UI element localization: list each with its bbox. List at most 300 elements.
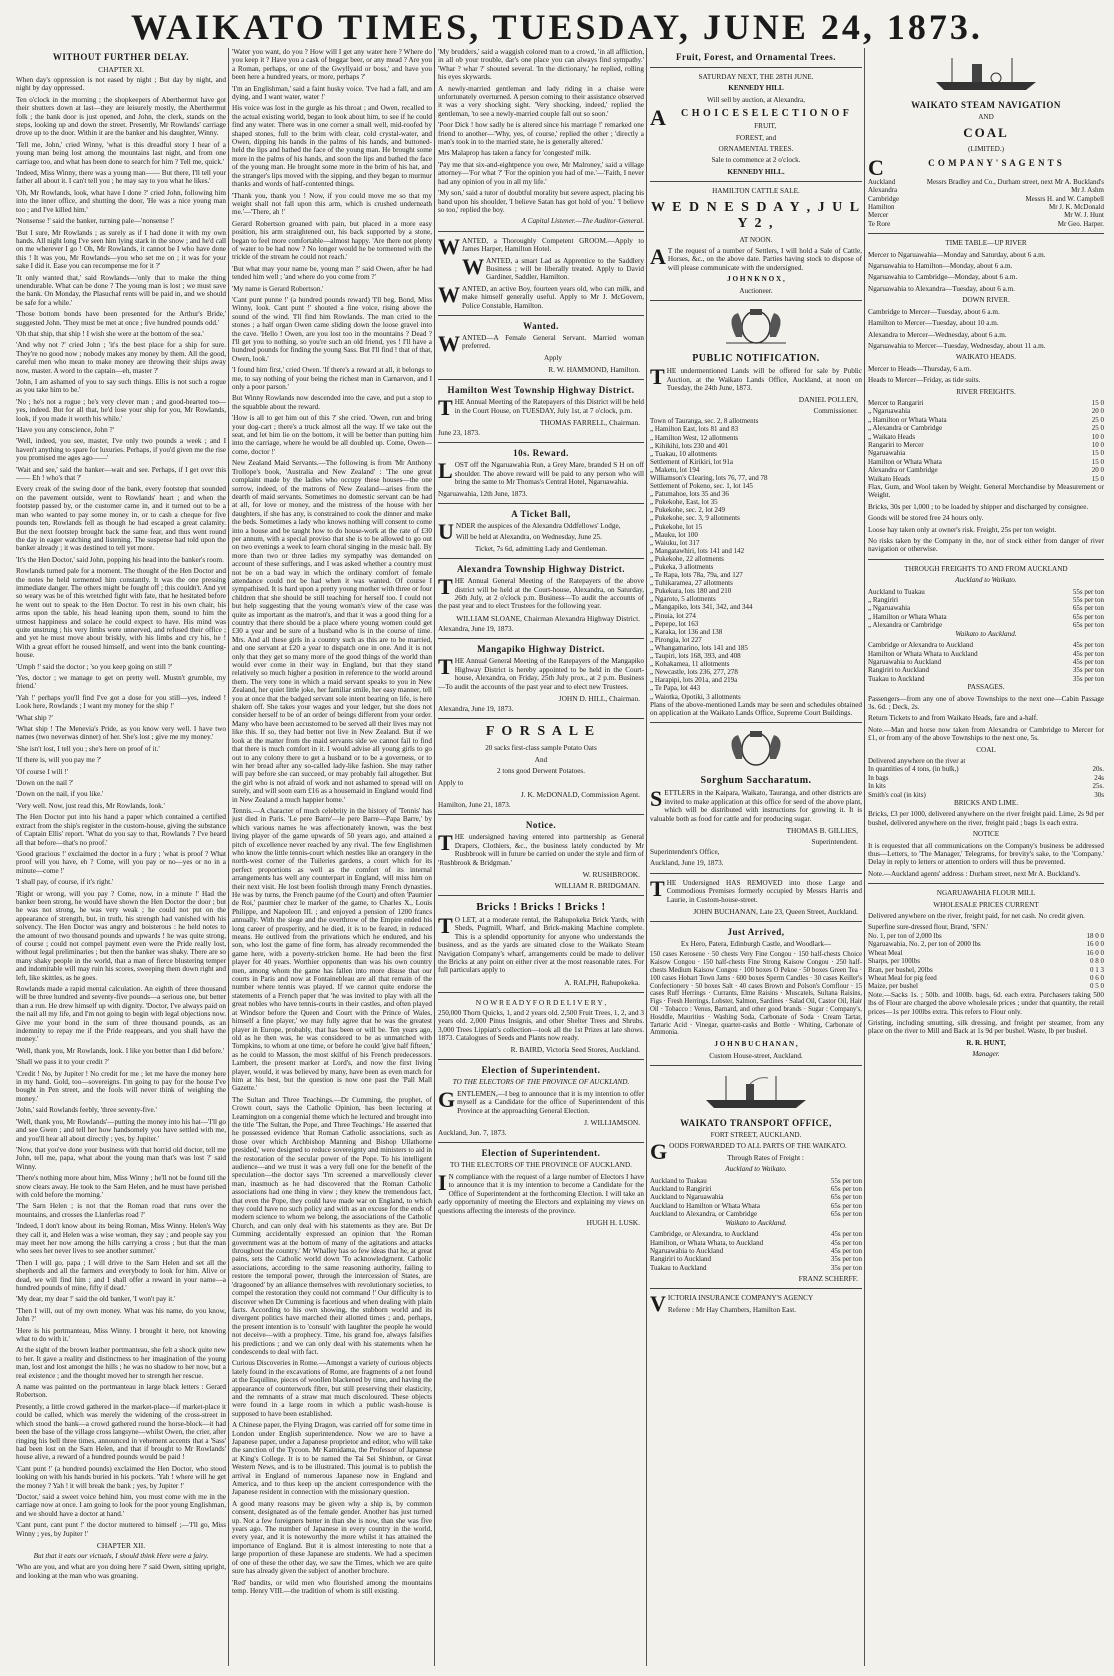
story-paragraph: 'Wait and see,' said the banker—wait and see. Perhaps, if I get over this—— Eh ! who's that ?' xyxy=(16,465,226,483)
down-river-row: Ngaruawahia to Mercer—Tuesday, Wednesday, about 11 a.m. xyxy=(868,341,1046,350)
story-paragraph: Ten o'clock in the morning ; the shopkeepers of Aberthermut have got their shutters down at last—they are leisurely mostly, the Aberthermut folk ; the bank door is just opened, and John, the clerk, stands on the steps, looking up and down the street. Presently, Mr Rowlands' carriage drove up to the door. Within it are the banker and his daughter, Winny. xyxy=(16,95,226,138)
for-sale-item: And xyxy=(534,755,548,764)
for-sale-items xyxy=(438,744,644,775)
story-paragraph: 'Right or wrong, will you pay ? Come, now, in a minute !' Had the banker been strong, he would have shown the Hen Doctor the door ; but he was not strong, he was very weak ; he could not put on the appearance of strength, but, in truth, his strength had vanished with his solvency. The Hen Doctor was angry and boisterous : he held notes to the amount of two thousand pounds and upwards ! he was quite strong, of course ; could not compel payment even were the Pride really lost, without legal preliminaries ; but then the banker was shaky. There are so many shaky people in the world, that a man of fierce blustering temper and indomitable will may ruin his scores, sweeping them down right and left, like skittles, as he goes. xyxy=(16,889,226,982)
story-paragraph: 'Well, indeed, you see, master, I've only two pounds a week ; and I haven't anything to spare for luxuries. Perhaps, if you'd given me the rise you promised me ages ago——' xyxy=(16,437,226,463)
land-lot: „ Te Papa, lot 443 xyxy=(650,684,701,693)
story-paragraph: 'Oh that ship, that ship ! I wish she were at the bottom of the sea.' xyxy=(16,329,204,338)
up-river-row: Ngaruawahia to Alexandra—Tuesday, about 6 a.m. xyxy=(868,284,1015,293)
flour-row: Ngaruawahia, No. 2, per ton of 2000 lbs 16 0 0 xyxy=(868,940,1104,949)
steam-and: AND xyxy=(978,113,994,121)
freight-row: Rangariri to Mercer 10 0 xyxy=(868,440,1104,449)
wanted-ads xyxy=(438,233,644,310)
public-notification-role: Commissioner. xyxy=(813,406,858,416)
joke-paragraph: A newly-married gentleman and lady riding in a chaise were unfortunately overturned. A person coming to their assistance observed it was a very shocking sight. 'Very shocking, indeed,' replied the gentleman, 'to see a newly-married couple fall out so soon.' xyxy=(438,84,644,118)
through-row: Ngaruawahia to Auckland 45s per ton xyxy=(868,657,1104,666)
story-paragraph: 'The Sarn Helen ; is not that the Roman road that runs over the mountains, and crosses the Llanferlas road ?' xyxy=(16,1202,226,1219)
ticket-ball-heading: A Ticket Ball, xyxy=(511,509,571,520)
election-1-heading: Election of Superintendent. xyxy=(481,1065,601,1076)
coal-heading: COAL xyxy=(976,745,996,754)
notice-text: HE undersigned having entered into partnership as General Drapers, Clothiers, &c., the business lately conducted by Mr Rushbrook will in future be carried on under the style and firm of 'Rushbrook & Bridgman.' xyxy=(438,833,644,867)
article-paragraph: Curious Discoveries in Rome.—Amongst a variety of curious objects lately found in the excavations of Rome, are fragments of a net found at the Esquiline, pieces of woollen blackened by time, and having the appearance of counterwork fibre, but still preserving their elasticity, and the remnants of a straw mat much discoloured. These objects were found in a large room in which a public wash-house is supposed to have been established. xyxy=(232,1359,432,1418)
freight-note: No risks taken by the Company in the, nor of stock either from danger of river navigation or otherwise. xyxy=(868,537,1104,554)
flour-row: Wheat Meal for pig feed 0 6 0 xyxy=(868,973,1104,982)
story-paragraph: 'There's nothing more about him, Miss Winny ; he'll not be found till the snow clears away. He took to the Sarn Helen, and he must have perished with cold before the morning.' xyxy=(16,1174,226,1199)
waikato-heads-rows xyxy=(868,365,1104,385)
article-paragraph: 'Thank you, thank you ! Now, if you could move me so that my weight shall not fall upon this arm, which is crushed underneath me.'—'There, ah !' xyxy=(232,191,432,217)
flour-mill-heading: NGARUAWAHIA FLOUR MILL xyxy=(936,889,1036,898)
notice-signature-2: WILLIAM R. BRIDGMAN. xyxy=(554,880,640,890)
transport-table-1 xyxy=(650,1177,862,1219)
wanted-text: ANTED—A Female General Servant. Married woman preferred. xyxy=(462,333,644,351)
flour-mill-delivered: Delivered anywhere on the river, freight paid, for net cash. No credit given. xyxy=(868,912,1085,921)
wanted-ad: WANTED, a smart Lad as Apprentice to the Saddlery Business ; will be liberally treated. Apply to David Gardiner, Saddler, Hamilton. xyxy=(462,253,644,282)
chapter-verse: But that it eats our victuals, I should think Here were a fairy. xyxy=(33,1551,209,1560)
just-arrived-heading: Just Arrived, xyxy=(727,927,785,938)
now-ready-heading: N O W R E A D Y F O R D E L I V E R Y , xyxy=(475,997,607,1007)
story-paragraph: 'Credit ! No, by Jupiter ! No credit for me ; let me have the money here in my hand. Gold, too—sovereigns. I'm going to pay for the house I've bought in Pen street, and the fools will never think of weighing the money.' xyxy=(16,1069,226,1103)
article-paragraph: A Chinese paper, the Flying Dragon, was carried off for some time in London under English superintendence. Now we are to have a Japanese paper, under a Japanese proprietor and editor, who will take the sanction of the Tycoon. Mr Kamidama, the Professor of Japanese at King's College. It is to be named the Tai Sei Shinbun, or Great Western News, and is to be illustrated. This journal is to publish the arrival in England of numerous Japanese now in England and America, and to thus keep up the ancient correspondence with the Japanese resident in connection with the missionary question. xyxy=(232,1421,432,1497)
for-sale-item: 20 sacks first-class sample Potato Oats xyxy=(485,744,597,753)
through-row: Auckland to Tuakau 55s per ton xyxy=(868,587,1104,596)
story-paragraph: 'Doctor,' said a sweet voice behind him, you must come with me in the carriage now at once. I am going to look for the poor young Englishman, and we should have a doctor at hand.' xyxy=(16,1492,226,1518)
story-paragraph: 'Then I will go, papa ; I will drive to the Sarn Helen and set all the shepherds and all the farmers and everybody to look for him. Alive or dead, we will find him ; and I shall offer a reward in your name—a hundred pounds of mine, fifty if dead.' xyxy=(16,1258,226,1292)
fruit-trees-item: FOREST, and xyxy=(735,133,777,142)
election-2-to: TO THE ELECTORS OF THE PROVINCE OF AUCKLAND. xyxy=(450,1161,632,1170)
wanted-ad: WANTED, a Thoroughly Competent GROOM.—Apply to James Harper, Hamilton Hotel. xyxy=(438,233,644,259)
election-1-to: TO THE ELECTORS OF THE PROVINCE OF AUCKLAND. xyxy=(452,1078,630,1087)
fruit-trees-time: Sale to commence at 2 o'clock. xyxy=(711,156,801,165)
transport-sub3: Waikato to Auckland. xyxy=(725,1218,787,1227)
mangapiko-date: Alexandra, June 19, 1873. xyxy=(438,704,514,713)
steamer-emblem xyxy=(926,54,1046,94)
wanted-apply: Apply xyxy=(544,353,562,362)
transport-signature: FRANZ SCHERFF. xyxy=(798,1274,858,1284)
ticket-ball-text: NDER the auspices of the Alexandra Oddfellows' Lodge, xyxy=(455,522,621,531)
alexandra-highway-signature: WILLIAM SLOANE, Chairman Alexandra Highway District. xyxy=(456,613,640,623)
land-lot: „ Mangatawhiri, lots 141 and 142 xyxy=(650,546,745,555)
agent-row: Auckland Messrs Bradley and Co., Durham street, next Mr A. Buckland's xyxy=(868,177,1104,186)
fruit-trees-heading: Fruit, Forest, and Ornamental Trees. xyxy=(675,52,837,62)
agent-row: Alexandra Mr J. Ashm xyxy=(868,186,1104,195)
masthead: WAIKATO TIMES, TUESDAY, JUNE 24, 1873. xyxy=(131,7,983,47)
transport-row: Cambridge, or Alexandra, to Auckland 45s per ton xyxy=(650,1230,862,1239)
agent-row: Cambridge Messrs H. and W. Campbell xyxy=(868,194,1104,203)
land-lot: „ Hamilton West, 12 allotments xyxy=(650,433,739,442)
column-steam-navigation: WAIKATO STEAM NAVIGATION AND COAL (LIMITED.) C C O M P A N Y ' S A G E N T S Auckland Messrs Bradley and Co., Durham street, next Mr A. Buckland's Alexandra Mr J. Ashm Cambridge Messrs H. and W. Campbell Hamilton Mr J. K. McDonald Mercer Mr W. J. Hunt Te Rore Mr Geo. Harper. TIME TABLE—UP RIVER Mercer to Ngaruawahia—Monday and Saturday, about 6 a.m. Ngaruawahia to Hamilton—Monday, about 6 a.m. Ngaruawahia to Cambridge—Monday, about 6 a.m. Ngaruawahia to Alexandra—Tuesday, about 6 a.m. DOWN RIVER. Cambridge to Mercer—Tuesday, about 6 a.m. Hamilton to Mercer—Tuesday, about 10 a.m. Alexandra to Mercer—Wednesday, about 6 a.m. Ngaruawahia to Mercer—Tuesday, Wednesday, about 11 a.m. WAIKATO HEADS. Mercer to Heads—Thursday, 6 a.m. Heads to Mercer—Friday, as tide suits. RIVER FREIGHTS. Mercer to Rangariri 15 0 „ Ngaruawahia 20 0 „ Hamilton or Whata Whata 25 0 „ Alexandra or Cambridge 25 0 „ Waikato Heads 10 0 Rangariri to Mercer 10 0 Ngaruawahia 15 0 Hamilton or Whata Whata 15 0 Alexandra or Cambridge 20 0 Waikato Heads 15 0 Flax, Gum, and Wool taken by Weight. General Merchandise by Measurement or Weight. Bricks, 30s per 1,000 ; to be loaded by shipper and discharged by consignee. Goods will be stored free 24 hours only. Loose hay taken only at owner's risk. Freight, 25s per ton weight. No risks taken by the Company in the, nor of stock either from danger of river navigation or otherwise. THROUGH FREIGHTS TO AND FROM AUCKLAND Auckland to Waikato. Auckland to Tuakau 55s per ton „ Rangiriri 55s per ton „ Ngaruawahia 65s per ton „ Hamilton or Whata Whata 65s per ton „ Alexandra or Cambridge 65s per ton Waikato to Auckland. Cambridge or Alexandra to Auckland 45s per ton Hamilton or Whata Whata to Auckland 45s per ton Ngaruawahia to Auckland 45s per ton Rangiriri to Auckland 35s per ton Tuakau to Auckland 35s per ton PASSAGES. Passengers—from any one of above Townships to the next one—Cabin Passage 3s. 6d. ; Deck, 2s. Return Tickets to and from Waikato Heads, fare and a-half. Note.—Man and horse now taken from Alexandra or Cambridge to Mercer for £1, or from any of the above Townships to the next one, 5s. COAL Delivered anywhere on the river at In quantities of 4 tons, (in bulk,) 20s. In bags 24s In kits 25s. Smith's coal (in kits) 30s BRICKS AND LIME. Bricks, £3 per 1000, delivered anywhere on the river freight paid. Lime, 2s 9d per bushel, delivered anywhere on the river, freight paid ; bags 1s each extra. NOTICE It is requested that all communications on the Company's business be addressed thus—Letters, to 'The Manager,' Telegrams, for brevity's sake, to the 'Company.' Delay in reply to letters or attention to orders will thus be prevented. Note.—Auckland agents' address : Durham street, next Mr A. Buckland's. NGARUAWAHIA FLOUR MILL WHOLESALE PRICES CURRENT Delivered anywhere on the river, freight paid, for net cash. No credit given. Superfine sure-dressed flour, Brand, 'SFN.' No. 1, per ton of 2,000 lbs 18 0 0 Ngaruawahia, No. 2, per ton of 2000 lbs 16 0 0 Wheat Meal 16 0 0 Sharps, per 100lbs 0 8 0 Bran, per bushel, 20lbs 0 1 3 Wheat Meal for pig feed 0 6 0 Maize, per bushel 0 5 0 Note.—Sacks 1s. ; 50lb. and 100lb. bags, 6d. each extra. Purchasers taking 500 lbs of Flour are charged the above wholesale prices ; under that quantity, the retail prices—1s per 100lbs extra. This refers to Flour only. Gristing, including smutting, silk dressing, and freight per steamer, from any place on the river to Mill and Back at 1s 9d per bushel. Waste, lb per bushel. R. R. HUNT, Manager. xyxy=(868,48,1104,1668)
column-rule xyxy=(646,48,647,1666)
story-paragraph: 'Nonsense !' said the banker, turning pale—'nonsense !' xyxy=(16,217,175,226)
through-row: „ Hamilton or Whata Whata 65s per ton xyxy=(868,612,1104,621)
article-paragraph: 'Water you want, do you ? How will I get any water here ? Where do you keep it ? Have you a cask of beggar beer, or any mead ? Are you a Roman, perhaps, or one of the Gwyllyaid or boss,' and have you been here a hundred years, or more, perhaps ?' xyxy=(232,48,432,82)
company-notice-agent: Note.—Auckland agents' address : Durham street, next Mr A. Buckland's. xyxy=(868,869,1081,878)
hamilton-highway-text: HE Annual Meeting of the Ratepayers of this District will be held in the Court House, on TUESDAY, July 1st, at 7 o'clock, p.m. xyxy=(454,398,644,415)
land-lot: „ Pukekohe, East, lot 35 xyxy=(650,498,718,507)
joke-paragraph: 'Pay me that six-and-eightpence you owe, Mr Malroney,' said a village attorney—'For what ?' 'For the opinion you had of me.'—'Faith, I never had any opinion of you in all my life.' xyxy=(438,160,644,186)
column-miscellany xyxy=(232,48,432,1668)
transport-row: Auckland to Tuakau 55s per ton xyxy=(650,1176,862,1185)
ticket-ball-when: Will be held at Alexandra, on Wednesday, June 25. xyxy=(455,533,602,542)
election-2-signature: HUGH H. LUSK. xyxy=(586,1217,640,1227)
just-arrived-signature: J O H N B U C H A N A N , xyxy=(714,1040,798,1049)
story-paragraph: 'But I sure, Mr Rowlands ; as surely as if I had done it with my own hands. All night long I've seen him lying stark in the snow ; and he'd call on me wherever I go ! Oh, Mr Rowlands, it cannot be I who have done this ! It was you, Mr Rowlands—you who set me on ; it was for your sake I did it. Ease you can recompense me for it ?' xyxy=(16,228,226,271)
story-paragraph: The Hen Doctor put into his hand a paper which contained a certified extract from the ship's register in the custom-house, giving the substance of Captain Ellis' report. 'What do you say to that, Rowlands ? I've heard all that before—that's no proof.' xyxy=(16,813,226,847)
transport-row: Auckland to Rangiriri 65s per ton xyxy=(650,1185,862,1194)
transport-row: Hamilton, or Whata Whata, to Auckland 45s per ton xyxy=(650,1238,862,1247)
through-row: „ Rangiriri 55s per ton xyxy=(868,596,1104,605)
down-river-row: Cambridge to Mercer—Tuesday, about 6 a.m. xyxy=(868,307,1000,316)
land-lot: „ Kihikihi, lots 230 and 401 xyxy=(650,441,729,450)
joke-paragraph: 'My son,' said a tutor of doubtful morality but severe aspect, placing his hand upon his shoulder, 'I believe Satan has got hold of you.' 'I believe so too,' replied the boy. xyxy=(438,189,644,214)
just-arrived-ship: Ex Hero, Patera, Edinburgh Castle, and Woodlark— xyxy=(680,940,832,949)
freight-row: „ Waikato Heads 10 0 xyxy=(868,432,1104,441)
hamilton-highway-date: June 23, 1873. xyxy=(438,429,480,437)
freight-row: Hamilton or Whata Whata 15 0 xyxy=(868,457,1104,466)
story-paragraph: 'Indeed, Miss Winny, there was a young man—— But there, I'll tell your father all about it. I can't tell you ; he may say to you what he likes.' xyxy=(16,169,226,186)
just-arrived-items: 150 cases Kerosene · 50 chests Very Fine Congou · 150 half-chests Choice Kaisow Congou · 150 half-chests Fine Strong Kaisow Congou · 250 half-chests Medium Kaisow Congou · 100 boxes O Pekoe · 50 boxes Green Tea · 100 cases Hobart Town Jams · 600 boxes Sperm Candles · 30 cases Keiller's Confectionery · 50 boxes Salt · 40 cases Brown and Polson's Cornflour · 15 cases Ruff Herrings · Currants, Elme Raisins · Muscatels, Sultana Raisins, Figs · Fresh Herrings, Lobster, Salmon, Sardines · Salad Oil, Castor Oil, Hair Oil · Tobacco : Venus, Barnard, and other good brands · Sugar : Company's, Hosddle, Mauritius · Washing Soda, Carbonate of Soda · Cream Tartar, Tartaric Acid · Vinegar, quarter-casks and Bottle · Whiting, Carbonate of Ammonia. xyxy=(650,951,862,1037)
column-rule xyxy=(228,48,229,1666)
fruit-trees-item: FRUIT, xyxy=(754,122,777,131)
hamilton-highway-signature: THOMAS FARRELL, Chairman. xyxy=(539,418,640,427)
article-paragraph: Tennis.—A character of much celebrity in the history of 'Tennis' has just died in Paris. 'Le pere Barre'—le pere Barre—Papa Barre,' by which various names he was affectionately known, was the best living player of the game upwards of 50 years ago, and attained a pitch of excellence never reached by any rival. The few Englishmen who know the little tennis-court which nestles like an orangery in the north-west corner of the Tuileries gardens, a court which for its perfect proportions as well as the comfort of its internal arrangements has well any counterpart in England, will miss him on their next visit. He lost been foolish through many French dynasties. He was by turns, the French paume (of the Court) and often 'Paumier de Roi,' paumier chez le marker of the game, to Charles X., Louis Philippe, and Napoleon III. ; and enjoyed a pension of 1200 francs annually. With the siege and the overthrow of the Empire ended his long career of prosperity, and he died, it is to be feared, in reduced means. He outlived from the privations which he endured, and his son, who lost the game of fine form, has already recommended the game here, with a poverty-stricken home. He had been the first player for 40 years. Worthier opponents than was his own country men, among whom the game has fallen into more disuse that our courts in Paris and now at Fontainebleau are all that remain of the number where tennis was played. If we cannot quite endorse the statements of a French paper that 'he was invited to play with all the great nobles who have tennis-courts in their castles, and often played at Windsor before the Queen and Court with the Prince of Wales, himself a fine player,' we may fully agree that he was the greatest player in Europe, probably, that has been or will be. Ten years ago, old as he then was, he was considered to be as unmatched with Tompkins, to whom at one time, or before he could 'give half fifteen,' as he could to Masson, the most skilful of his French predecessors. Lambert, the present marker at Lord's, and now the first living player, would, it was believed by many, have been as even match for him at his best, but the question is now one past the 'Pall Mall Gazette.' xyxy=(232,806,432,1093)
land-lot: „ Pukeka, 3 allotments xyxy=(650,563,714,571)
article-paragraph: 'Red' bandits, or wild men who flourished among the mountains temp. Henry VIII.—the tradition of whom is still existing. xyxy=(232,1578,432,1595)
fruit-trees-items xyxy=(650,122,862,153)
flour-row: Wheat Meal 16 0 0 xyxy=(868,948,1104,957)
article-paragraph: A good many reasons may be given why a ship is, by common consent, designated as of the female gender. Another has just turned up. Not a few foreigners better in than she is now, than she was five years ago. The number of Japanese in every country in the world, every year, and it is noteworthy the more whilst it has attained the importance of England. But it is almost interesting to note that a large proportion of these Japanese are students. We had a specimen of one of these the other day, we saw the Times, which we are quite sure has already given the subject of another brochure. xyxy=(232,1499,432,1576)
wednesday-heading: W E D N E S D A Y , J U L Y 2 , xyxy=(650,199,862,231)
wednesday-signature: J O H N K N O X , xyxy=(727,275,785,284)
story-paragraph: Every creak of the swing door of the bank, every footstep that sounded on the pavement outside, went to Rowlands' heart ; and when the footstep passed by, or the customer came in, and it turned out to be a man who wanted to pay some money in, or to cash a cheque for five pounds ten, Rowlands fell as though he had escaped a great calamity. But the next footstep brought back the same fear, and thus went round the day in eager watching and listening. The suspense had told upon the banker already ; it was destined to tell yet more. xyxy=(16,485,226,553)
article-paragraph: 'How is all to get him out of this ?' she cried. 'Owen, run and bring your dog-cart ; there's a truck almost all the way. If we take out the seat, and let him lie on the bottom, it will be better than putting him into the carriage, where he would be all doubled up. Come, Owen—come, doctor !' xyxy=(232,414,432,456)
sorghum-heading: Sorghum Saccharatum. xyxy=(700,775,812,787)
mangapiko-text: HE Annual General Meeting of the Ratepayers of the Mangapiko Highway District is hereby appointed to be held in the Court-house, Alexandra, on Friday, 25th July prox., at 2 p.m. Business—To audit the accounts of the past year and to elect new Trustees. xyxy=(438,657,644,691)
story-paragraph: 'Have you any conscience, John ?' xyxy=(16,426,114,435)
land-lot: „ Waiotka, Opotiki, 3 allotments xyxy=(650,692,741,701)
heads-row: Mercer to Heads—Thursday, 6 a.m. xyxy=(868,364,972,373)
flour-row: Bran, per bushel, 20lbs 0 1 3 xyxy=(868,965,1104,974)
land-lot: „ Pirongia, lot 227 xyxy=(650,635,702,644)
story-paragraph: 'She isn't lost, I tell you ; she's here on proof of it.' xyxy=(16,744,160,753)
fruit-trees-choice: C H O I C E S E L E C T I O N O F xyxy=(681,108,850,120)
column-rule xyxy=(864,48,865,1666)
transport-row: Tuakau to Auckland 35s per ton xyxy=(650,1263,862,1272)
fruit-trees-sell: Will sell by auction, at Alexandra, xyxy=(706,95,806,104)
article-paragraph: His voice was lost in the gurgle as his throat ; and Owen, recalled to the actual existing world, began to look about him, to see if he could find any water. There was in one corner a small well, mid-roofed by shaped stones, full to the brim with clear, cold crystal-water, and Owen, dipping his hands in the palms of his hands, and buttoned-held the lips and bathed the face of the young man. He brought some more in the palms of his hands, and soon the lips and bathed the face of the young man. He brought some more in the brim of his hat, and the stranger's lips moved with the sipping, and they began to murmur thanks and words of half-contented things. xyxy=(232,104,432,189)
alexandra-highway-heading: Alexandra Township Highway District. xyxy=(456,564,626,575)
land-lot: „ Te Rapa, lots 78a, 79a, and 127 xyxy=(650,571,743,580)
story-paragraph: 'Cant punt, cant punt !' the doctor muttered to himself ;—'I'll go, Miss Winny ; yes, by Jupiter !' xyxy=(16,1521,226,1538)
story-paragraph: 'Yah !' perhaps you'll find I've got a dose for you still—yes, indeed ! Look here, Rowlands ; I want my money for the ship !' xyxy=(16,693,226,711)
reward-date: Ngaruawahia, 12th June, 1873. xyxy=(438,489,528,498)
story-paragraph: 'No ; he's not a rogue ; he's very clever man ; and good-hearted too—yes, indeed. But for all that, he'd lose your ship for you, Mr Rowlands, look, if you made it worth his while.' xyxy=(16,397,226,423)
story-paragraph: 'Tell me, John,' cried Winny, 'what is this dreadful story I hear of a young man being lost among the mountains last night, and from one carriage too, and what has been done to search for him ? Tell me, quick.' xyxy=(16,140,226,166)
limited-label: (LIMITED.) xyxy=(967,145,1005,154)
flour-price-table xyxy=(868,923,1104,990)
victoria-referee: Referee : Mr Hay Chambers, Hamilton East. xyxy=(667,1305,797,1314)
through-table-1 xyxy=(868,588,1104,630)
reward-heading: 10s. Reward. xyxy=(513,448,569,459)
agents-heading: C O M P A N Y ' S A G E N T S xyxy=(928,157,1063,168)
story-paragraph: 'Down on the nail ?' xyxy=(16,779,74,788)
wanted-signature: R. W. HAMMOND, Hamilton. xyxy=(548,365,640,375)
down-river-rows xyxy=(868,308,1104,351)
article-paragraph: New Zealand Maid Servants.—The following is from 'Mr Anthony Trollope's book, 'Australia and New Zealand' : 'The one great complaint made by the ladies who occupy these houses—the one sorrow, indeed, of the matrons of New Zealand—arises from the dearth of maid servants. Sometimes no domestic servant can be had at all, for love or money, and the mistress of the house with her daughters, if she has any, is constrained to cook the dinner and make the beds. Sometimes a lady who knows nothing will consent to come into a house and be taught how to do house-work at the rate of £30 per annum, with a special proviso that she is to be allowed to go out on two evenings a week to learn choral singing in the music hall. By more than two or three ladies my sympathy was demanded on account of these sufferings, and I was asked whether a country must not be on a bad way in which the ordinary comfort of female attendance could not be had when it was wanted. Of course I sympathised. It is hard upon a pretty young mother with three or four children that she should be still teaching for herself too. I could not but help suggesting that the young woman's view of the case was quite as important as the matron's, and that it was a good thing for a country that there should be a place where young women could get £30 a year and be sure of a husband who is in the course of time. Mrs. And all these girls in a country such as this are to be married, and one servant at £20 a year to dispatch one in one. And it is not only that they get so many more of the good things of the world than would ever come in their way in England, but that they stand relatively so much higher a position in reference to the world around them. The very tone in which a maid servant speaks to you in New Zealand, her quiet little joke, her familiar smile, her easy manner, tell you at once that the badged servant sole intent bearing on life, is here shaken off. She takes your wages and your ledger, but she does not consider herself to be of an order of beings different from your order. Many who have been accustomed to be served all their lives may not like this. If so, they had better not live in New Zealand. But if we look at the matter from the maid servants side we cannot fail to find that there is much comfort in it. I would advise all young girls to go out to any colony there to get a husband or to be a governess, or to win her bread after any so-called lady-like fashion. She may rather will pay before she can succeed, or may probably fail altogether. But the girl who is not afraid of work and not ashamed to spread will on surely, and will soon earn £16 as a housemaid in England would find in New Zealand a much happier home.' xyxy=(232,459,432,804)
flour-row: Maize, per bushel 0 5 0 xyxy=(868,982,1104,991)
freight-notes xyxy=(868,483,1104,554)
public-notification-foot: Plans of the above-mentioned Lands may be seen and schedules obtained on application at the Waikato Lands Office, Supreme Court Buildings. xyxy=(650,700,862,717)
freight-row: „ Alexandra or Cambridge 25 0 xyxy=(868,424,1104,433)
land-lot: „ Pukekohe, sec. 2, lot 249 xyxy=(650,506,726,515)
coal-row: Delivered anywhere on the river at xyxy=(868,756,966,765)
notice-signature-1: W. RUSHBROOK. xyxy=(582,869,640,879)
story-paragraph: 'Shall we pass it to your credit ?' xyxy=(16,1058,110,1067)
agent-row: Te Rore Mr Geo. Harper. xyxy=(868,219,1104,228)
land-lot: Town of Tauranga, sec. 2, 8 allotments xyxy=(650,417,759,426)
land-lot: „ Pukekura, lots 180 and 210 xyxy=(650,587,732,596)
bricks-text: O LET, at a moderate rental, the Rahupokeka Brick Yards, with Sheds, Pugmill, Wharf, and Brick-making Machine complete. This is a splendid opportunity for anyone who understands the business, and as the yards are situated close to the Waikato Steam Navigation Company's wharf, arrangements could be made to deliver the Bricks at any point on either river at the most reasonable rates. For full particulars apply to xyxy=(438,915,644,975)
through-sub1: Auckland to Waikato. xyxy=(955,576,1017,585)
through-row: Cambridge or Alexandra to Auckland 45s per ton xyxy=(868,641,1104,650)
land-lots-list xyxy=(650,417,862,700)
freight-row: Waikato Heads 15 0 xyxy=(868,474,1104,483)
transport-row: Auckland to Alexandra, or Cambridge 65s per ton xyxy=(650,1210,862,1219)
company-notice-heading: NOTICE xyxy=(972,830,1000,839)
election-2-text: N compliance with the request of a large number of Electors I have to announce that it is my intention to become a Candidate for the Office of Superintendent at the forthcoming Election. I will take an early opportunity of meeting the Electors and explaining my views on questions affecting the interests of the province. xyxy=(438,1172,644,1215)
public-notification-text: HE undermentioned Lands will be offered for sale by Public Auction, at the Waikato Lands Office, Auckland, at noon on Tuesday, the 24th June, 1873. xyxy=(666,367,862,392)
column-advertisements-2: Fruit, Forest, and Ornamental Trees. SATURDAY NEXT, THE 28TH JUNE. KENNEDY HILL Will sell by auction, at Alexandra, A C H O I C E S E L E C T I O N O F FRUIT, FOREST, and ORNAMENTAL TREES. Sale to commence at 2 o'clock. KENNEDY HILL. HAMILTON CATTLE SALE. W E D N E S D A Y , J U L Y 2 , AT NOON. A T the request of a number of Settlers, I will hold a Sale of Cattle, Horses, &c., on the above date. Parties having stock to dispose of will please communicate with the undersigned. J O H N K N O X , Auctioneer. PUBLIC NOTIFICATION. THE undermentioned Lands will be offered for sale by Public Auction, at the Waikato Lands Office, Auckland, at noon on Tuesday, the 24th June, 1873. DANIEL POLLEN, Commissioner. Town of Tauranga, sec. 2, 8 allotments „ Hamilton East, lots 81 and 83 „ Hamilton West, 12 allotments „ Kihikihi, lots 230 and 401 „ Tuakau, 10 allotments Settlement of Kirikiri, lot 91a „ Maketu, lot 194 Williamson's Clearing, lots 76, 77, and 78 Settlement of Pokeno, sec. 1, lot 145 „ Patumahoe, lots 35 and 36 „ Pukekohe, East, lot 35 „ Pukekohe, sec. 2, lot 249 „ Pukekohe, sec. 3, 9 allotments „ Pukekohe, lot 15 „ Mauku, lot 100 „ Waiuku, lot 317 „ Mangatawhiri, lots 141 and 142 „ Pukekohe, 22 allotments „ Pukeka, 3 allotments „ Te Rapa, lots 78a, 79a, and 127 „ Tuhikaramea, 27 allotments „ Pukekura, lots 180 and 210 „ Ngaroto, 5 allotments „ Mangapiko, lots 341, 342, and 344 „ Pinuia, lot 274 „ Pepepe, lot 163 „ Karaka, lot 136 and 138 „ Pirongia, lot 227 „ Whangamarino, lots 141 and 185 „ Taupiri, lots 168, 393, and 408 „ Kohakamea, 11 allotments „ Newcastle, lots 236, 277, 278 „ Harapipi, lots 201a, and 219a „ Te Papa, lot 443 „ Waiotka, Opotiki, 3 allotments Plans of the above-mentioned Lands may be seen and schedules obtained on application at the Waikato Lands Office, Supreme Court Buildings. Sorghum Saccharatum. SETTLERS in the Kaipara, Waikato, Tauranga, and other districts are invited to make application at this office for seed of the above plant, which will be distributed with instructions for growing it. It is valuable both as food for cattle and for producing sugar. THOMAS B. GILLIES, Superintendent. Superintendent's Office, Auckland, June 19, 1873. THE Undersigned HAS REMOVED into those Large and Commodious Premises formerly occupied by Messrs Harris and Laurie, in Custom-house-street. JOHN BUCHANAN, Late 23, Queen Street, Auckland. Just Arrived, Ex Hero, Patera, Edinburgh Castle, and Woodlark— 150 cases Kerosene · 50 chests Very Fine Congou · 150 half-chests Choice Kaisow Congou · 150 half-chests Fine Strong Kaisow Congou · 250 half-chests Medium Kaisow Congou · 100 boxes O Pekoe · 50 boxes Green Tea · 100 cases Hobart Town Jams · 600 boxes Sperm Candles · 30 cases Keiller's Confectionery · 50 boxes Salt · 40 cases Brown and Polson's Cornflour · 15 cases Ruff Herrings · Currants, Elme Raisins · Muscatels, Sultana Raisins, Figs · Fresh Herrings, Lobster, Salmon, Sardines · Salad Oil, Castor Oil, Hair Oil · Tobacco : Venus, Barnard, and other good brands · Sugar : Company's, Hosddle, Mauritius · Washing Soda, Carbonate of Soda · Cream Tartar, Tartaric Acid · Vinegar, quarter-casks and Bottle · Whiting, Carbonate of Ammonia. J O H N B U C H A N A N , Custom House-street, Auckland. WAIKATO TRANSPORT OFFICE, FORT STREET, AUCKLAND. GOODS FORWARDED TO ALL PARTS OF THE WAIKATO. Through Rates of Freight : Auckland to Waikato. Auckland to Tuakau 55s per ton Auckland to Rangiriri 65s per ton Auckland to Ngaruawahia 65s per ton Auckland to Hamilton or Whata Whata 65s per ton Auckland to Alexandra, or Cambridge 65s per ton Waikato to Auckland. Cambridge, or Alexandra, to Auckland 45s per ton Hamilton, or Whata Whata, to Auckland 45s per ton Ngaruawahia to Auckland 45s per ton Rangiriri to Auckland 35s per ton Tuakau to Auckland 35s per ton FRANZ SCHERFF. VICTORIA INSURANCE COMPANY'S AGENCY Referee : Mr Hay Chambers, Hamilton East. xyxy=(650,52,862,1317)
column-rule xyxy=(434,48,435,1666)
freight-row: Ngaruawahia 15 0 xyxy=(868,449,1104,458)
sorghum-office: Superintendent's Office, xyxy=(650,848,720,857)
transport-row: Rangiriri to Auckland 35s per ton xyxy=(650,1255,862,1264)
election-1-text: ENTLEMEN,—I beg to announce that it is my intention to offer myself as a Candidate for the office of Superintendent of this Province at the approaching General Election. xyxy=(457,1089,644,1115)
down-river-heading: DOWN RIVER. xyxy=(962,296,1010,305)
story-paragraph: 'Umph !' said the doctor ; 'so you keep going on still ?' xyxy=(16,662,173,671)
wednesday-noon: AT NOON. xyxy=(739,235,773,244)
royal-arms-emblem-2 xyxy=(696,729,816,769)
land-lot: „ Pinuia, lot 274 xyxy=(650,611,696,620)
story-paragraph: 'Indeed, I don't know about its being Roman, Miss Winny. Helen's Way they call it, and Helen was a wise woman, they say ; and people say you may meet her now among the hills carrying a cross ; but that the man who sees her never lives to see another summer.' xyxy=(16,1222,226,1256)
mangapiko-heading: Mangapiko Highway District. xyxy=(477,644,605,655)
reward-text: OST off the Ngaruawahia Run, a Grey Mare, branded S H on off shoulder. The above reward will be paid to any person who will bring the same to Mr Thomas's Central Hotel, Ngaruawahia. xyxy=(454,461,644,487)
transport-sub2: Auckland to Waikato. xyxy=(725,1165,787,1174)
land-lot: „ Pukekohe, lot 15 xyxy=(650,522,703,531)
passages-heading: PASSAGES. xyxy=(967,683,1005,692)
victoria-text: ICTORIA INSURANCE COMPANY'S AGENCY xyxy=(667,1294,814,1303)
royal-arms-emblem xyxy=(696,307,816,347)
agent-row: Hamilton Mr J. K. McDonald xyxy=(868,203,1104,212)
flour-mill-role: Manager. xyxy=(972,1050,1000,1059)
story-paragraph: 'John,' said Rowlands feebly, 'three seventy-five.' xyxy=(16,1106,157,1115)
coal-row: Smith's coal (in kits) 30s xyxy=(868,790,1104,799)
freight-note: Goods will be stored free 24 hours only. xyxy=(868,514,984,523)
column-advertisements-1: 'My brudders,' said a waggish colored man to a crowd, 'in all affliction, in all ob your trouble, dar's one place you can always find sympathy.' 'Whar ? whar ?' shouted several. 'In the dictionary,' he replied, rolling his eyes skywards. A newly-married gentleman and lady riding in a chaise were unfortunately overturned. A person coming to their assistance observed it was a very shocking sight. 'Very shocking, indeed,' replied the gentleman, 'to see a newly-married couple fall out so soon.' 'Poor Dick ! how sadly he is altered since his marriage !' remarked one friend to another—'Why, yes, of course,' replied the other ; 'directly a man's took in to the married state, he is generally altered.' Mrs Malaprop has taken a fancy for 'congested' milk. 'Pay me that six-and-eightpence you owe, Mr Malroney,' said a village attorney—'For what ?' 'For the opinion you had of me.'—'Faith, I never had any opinion of you in all my life.' 'My son,' said a tutor of doubtful morality but severe aspect, placing his hand upon his shoulder, 'I believe Satan has got hold of you.' 'I believe so too,' replied the boy. A Capital Listener.—The Auditor-General. WANTED, a Thoroughly Competent GROOM.—Apply to James Harper, Hamilton Hotel. WANTED, a smart Lad as Apprentice to the Saddlery Business ; will be liberally treated. Apply to David Gardiner, Saddler, Hamilton. WANTED, an active Boy, fourteen years old, who can milk, and make himself generally useful. Apply to Mr J. McGovern, Police Constable, Hamilton. Wanted. WANTED—A Female General Servant. Married woman preferred. Apply R. W. HAMMOND, Hamilton. Hamilton West Township Highway District. THE Annual Meeting of the Ratepayers of this District will be held in the Court House, on TUESDAY, July 1st, at 7 o'clock, p.m. THOMAS FARRELL, Chairman. June 23, 1873. 10s. Reward. LOST off the Ngaruawahia Run, a Grey Mare, branded S H on off shoulder. The above reward will be paid to any person who will bring the same to Mr Thomas's Central Hotel, Ngaruawahia. Ngaruawahia, 12th June, 1873. A Ticket Ball, UNDER the auspices of the Alexandra Oddfellows' Lodge, Will be held at Alexandra, on Wednesday, June 25. Ticket, 7s 6d, admitting Lady and Gentleman. Alexandra Township Highway District. THE Annual General Meeting of the Ratepayers of the above district will be held at the Court-house, Alexandra, on Saturday, 26th July, at 2 o'clock p.m. Business—To audit the accounts of the past year and to elect Trustees for the following year. WILLIAM SLOANE, Chairman Alexandra Highway District. Alexandra, June 19, 1873. Mangapiko Highway District. THE Annual General Meeting of the Ratepayers of the Mangapiko Highway District is hereby appointed to be held in the Court-house, Alexandra, on Friday, 25th July prox., at 2 p.m. Business—To audit the accounts of the past year and to elect new Trustees. JOHN D. HILL, Chairman. Alexandra, June 19, 1873. F O R S A L E 20 sacks first-class sample Potato Oats And 2 tons good Derwent Potatoes. Apply to J. K. McDONALD, Commission Agent. Hamilton, June 21, 1873. Notice. THE undersigned having entered into partnership as General Drapers, Clothiers, &c., the business lately conducted by Mr Rushbrook will in future be carried on under the style and firm of 'Rushbrook & Bridgman.' W. RUSHBROOK. WILLIAM R. BRIDGMAN. Bricks ! Bricks ! Bricks ! T O LET, at a moderate rental, the Rahupokeka Brick Yards, with Sheds, Pugmill, Wharf, and Brick-making Machine complete. This is a splendid opportunity for anyone who understands the business, and as the yards are situated close to the Waikato Steam Navigation Company's wharf, arrangements could be made to deliver the Bricks at any point on either river at the most reasonable rates. For full particulars apply to A. RALPH, Rahupokeka. N O W R E A D Y F O R D E L I V E R Y , 250,000 Thorn Quicks, 1, and 2 years old. 2,500 Fruit Trees, 1, 2, and 3 years old. 2,000 Pinus Insignis, and other Shelter Trees and Shrubs. 3,000 Trees Lippiatt's collection—took all the 1st Prizes at late shows. 1873. Catalogues of Seeds and Plants now ready. R. BAIRD, Victoria Seed Stores, Auckland. Election of Superintendent. TO THE ELECTORS OF THE PROVINCE OF AUCKLAND. GENTLEMEN,—I beg to announce that it is my intention to offer myself as a Candidate for the office of Superintendent of this Province at the approaching General Election. J. WILLIAMSON. Auckland, Jun. 7, 1873. Election of Superintendent. TO THE ELECTORS OF THE PROVINCE OF AUCKLAND. I N compliance with the request of a large number of Electors I have to announce that it is my intention to become a Candidate for the Office of Superintendent at the forthcoming Election. I will take an early opportunity of meeting the Electors and explaining my views on questions affecting the interests of the province. HUGH H. LUSK. xyxy=(438,48,644,1227)
bricks-lime-heading: BRICKS AND LIME. xyxy=(953,799,1019,807)
story-paragraph: 'Now, that you've done your business with that horrid old doctor, tell me John, tell me, papa, what about the young man that's was lost ?' said Winny. xyxy=(16,1145,226,1171)
article-paragraph: 'I found him first,' cried Owen. 'If there's a reward at all, it belongs to me, to say nothing of your being the richest man in Carnarvon, and I only a poor parson.' xyxy=(232,366,432,392)
land-lot: „ Pepepe, lot 163 xyxy=(650,619,699,628)
story-paragraph: 'Of course I will !' xyxy=(16,767,69,776)
story-paragraph: 'And why not ?' cried John ; 'it's the best place for a ship for sure. They're no good now ; nobody makes any money by them. All the good, careful men who mean to make money are throwing their ships away now, master. A word to the captain—eh, master ?' xyxy=(16,341,226,375)
down-river-row: Alexandra to Mercer—Wednesday, about 6 a.m. xyxy=(868,330,1007,339)
freight-row: Mercer to Rangariri 15 0 xyxy=(868,398,1104,407)
through-row: Hamilton or Whata Whata to Auckland 45s per ton xyxy=(868,649,1104,658)
up-river-row: Ngaruawahia to Hamilton—Monday, about 6 a.m. xyxy=(868,262,1013,271)
freight-note: Flax, Gum, and Wool taken by Weight. General Merchandise by Measurement or Weight. xyxy=(868,483,1104,500)
freight-note: Loose hay taken only at owner's risk. Freight, 25s per ton weight. xyxy=(868,525,1057,534)
story-paragraph: 'My dear, my dear !' said the old banker, 'I won't pay it.' xyxy=(16,1295,176,1304)
through-freights-heading: THROUGH FREIGHTS TO AND FROM AUCKLAND xyxy=(904,564,1068,573)
fruit-trees-signature: KENNEDY HILL. xyxy=(727,167,785,176)
fruit-trees-date: SATURDAY NEXT, THE 28TH JUNE. xyxy=(698,73,814,81)
election-1-date: Auckland, Jun. 7, 1873. xyxy=(438,1129,507,1138)
alexandra-highway-text: HE Annual General Meeting of the Ratepayers of the above district will be held at the Court-house, Alexandra, on Saturday, 26th July, at 2 o'clock p.m. Business—To audit the accounts of the past year and to elect Trustees for the following year. xyxy=(438,577,644,611)
chapter-heading: CHAPTER XI. xyxy=(98,65,144,74)
coal-row: In quantities of 4 tons, (in bulk,) 20s. xyxy=(868,765,1104,774)
transport-row: Ngaruawahia to Auckland 45s per ton xyxy=(650,1246,862,1255)
coal-mining-heading: COAL xyxy=(963,125,1009,141)
for-sale-signature: J. K. McDONALD, Commission Agent. xyxy=(520,789,640,799)
story-paragraph: 'Well, thank you, Mr Rowlands, look. I like you better than I did before.' xyxy=(16,1046,225,1055)
waikato-heads-heading: WAIKATO HEADS. xyxy=(955,353,1017,362)
land-lot: „ Hamilton East, lots 81 and 83 xyxy=(650,425,739,434)
story-paragraph: 'Oh, Mr Rowlands, look, what have I done ?' cried John, following him into the inner office, and shutting the door, 'He was a nice young man too ; and I've killed him.' xyxy=(16,188,226,214)
flour-mill-note: Note.—Sacks 1s. ; 50lb. and 100lb. bags, 6d. each extra. Purchasers taking 500 lbs of Flour are charged the above wholesale prices ; under that quantity, the retail prices—1s per 100lbs extra. This refers to Flour only. xyxy=(868,990,1104,1016)
story-paragraph: 'If there is, will you pay me ?' xyxy=(16,756,102,765)
river-freights-heading: RIVER FREIGHTS. xyxy=(956,387,1016,396)
article-paragraph: 'I'm an Englishman,' said a faint husky voice. 'I've had a fall, and am dying, and I want water, water !' xyxy=(232,84,432,102)
story-paragraph: 'Well, thank you, Mr Rowlands'—putting the money into his hat—'I'll go and see Gwen ; and tell her how handsomely you have settled with me, and you'll hear all about directly ; yes, by Jupiter.' xyxy=(16,1117,226,1143)
for-sale-date: Hamilton, June 21, 1873. xyxy=(438,800,511,809)
story-paragraph: 'What ship ?' xyxy=(16,713,53,722)
story-paragraph: Rowlands made a rapid mental calculation. An eighth of three thousand will be three hundred and seventy-five pounds—a serious one, but better than a run. He drew himself up with dignity. 'Doctor, I've always paid on the nail all my life, and I'm not going to begin with legal objections now. Give me your bond in the sum of three thousand pounds, as an indemnity to repay me if the Pride reappears, and you shall have the money.' xyxy=(16,985,226,1044)
sorghum-text: ETTLERS in the Kaipara, Waikato, Tauranga, and other districts are invited to make application at this office for seed of the above plant, which will be distributed with instructions for growing it. It is valuable both as food for cattle and for producing sugar. xyxy=(650,789,862,823)
story-paragraph: 'Very well. Now, just read this, Mr Rowlands, look.' xyxy=(16,801,165,810)
up-river-row: Ngaruawahia to Cambridge—Monday, about 6 a.m. xyxy=(868,273,1018,282)
sorghum-role: Superintendent. xyxy=(811,837,858,847)
transport-table-2 xyxy=(650,1230,862,1272)
through-row: „ Ngaruawahia 65s per ton xyxy=(868,604,1104,613)
public-notification-signature: DANIEL POLLEN, xyxy=(798,395,858,405)
story-paragraph: Presently, a little crowd gathered in the market-place—if market-place it could be called, which was merely the widening of the cross-street in which stood the bank—a crowd gathered round the horse-block—it had been the base of the village cross langsyne—whilst Owen, the crier, after ringing his bell three times, announced in vehement accents that a 'Sass' had been lost on the Sarn Helen, and that if brought to Mr Rowlands' house alive, a reward of a hundred pounds would be paid ! xyxy=(16,1402,226,1462)
coal-row: In bags 24s xyxy=(868,773,1104,782)
through-sub2: Waikato to Auckland. xyxy=(955,629,1017,638)
article-paragraph: Gerard Robertson groaned with pain, but placed in a more easy position, his arm straightened out, his back supported by a stone, began to feel more comfortable—almost happy. 'Are there not plenty of water to be had now ? No longer would he be tormented with the trickle of the stream he could not reach.' xyxy=(232,219,432,262)
through-row: Rangiriri to Auckland 35s per ton xyxy=(868,666,1104,675)
through-row: Tuakau to Auckland 35s per ton xyxy=(868,674,1104,683)
through-table-2 xyxy=(868,641,1104,683)
transport-sub: FORT STREET, AUCKLAND. xyxy=(710,1131,802,1140)
mangapiko-signature: JOHN D. HILL, Chairman. xyxy=(558,693,640,703)
land-lot: „ Harapipi, lots 201a, and 219a xyxy=(650,676,738,685)
story-paragraph: Rowlands turned pale for a moment. The thought of the Hen Doctor and the notes he held tormented him constantly. It was the one pressing immediate danger. The others might be fought off ; this couldn't. And yet so weary was he of this wretched fight with fate, that he hesitated before he went out to speak to the Hen Doctor. To rest in his own chair, his arms upon the table, his head leaning upon them, sound to him the utmost happiness and solace he could expect to have. His mind was quite unstrung ; his very limbs were unnerved, and refused their office ; and yet he must move about briskly, with his limbs and cry his, he ! With a great effort he roused himself, and went into the bank counting-house. xyxy=(16,567,226,660)
steamship-illustration xyxy=(696,1072,816,1112)
land-lot: „ Tuakau, 10 allotments xyxy=(650,449,717,458)
land-lot: Settlement of Kirikiri, lot 91a xyxy=(650,457,734,466)
article-paragraph: 'Cant punt punne !' (a hundred pounds reward) 'I'll beg, Bond, Miss Winny, look. Cant punt !' shouted a fine voice, rising above the sound of the wind. 'I'll find him Rowlands. The man cried to the stones ; a half organ Owen came sliding down the loose gravel into the cave. 'Hello ! Owen, are you lost too in the mountains ? Dead ? I'll get you to nothing, so you're such an old friend, yes ! I'll have a hundred pounds for finding the young Sass. But I'll find ! that of that, Owen, look.' xyxy=(232,295,432,363)
flour-row: No. 1, per ton of 2,000 lbs 18 0 0 xyxy=(868,931,1104,940)
agents-table xyxy=(868,178,1104,228)
story-paragraph: 'What ship ! The Menevia's Pride, as you know very well. I have two names (two neverwas dinner) of her. She's lost ; give me my money.' xyxy=(16,725,226,742)
story-paragraph: 'John, I am ashamed of you to say such things. Ellis is not such a rogue as you take him to be.' xyxy=(16,378,226,395)
agent-row: Mercer Mr W. J. Hunt xyxy=(868,211,1104,220)
flour-row: Sharps, per 100lbs 0 8 0 xyxy=(868,957,1104,966)
just-arrived-role: Custom House-street, Auckland. xyxy=(709,1051,803,1060)
bricks-heading: Bricks ! Bricks ! Bricks ! xyxy=(476,900,606,913)
river-freights-table xyxy=(868,399,1104,483)
article-paragraph: 'But what may your name be, young man ?' said Owen, after he had tended him well ; 'and where do you come from ?' xyxy=(232,264,432,282)
story-paragraph: 'Cant punt !' (a hundred pounds) exclaimed the Hen Doctor, who stood looking on with his hands buried in his pockets. 'Yah ! where will he get the money ? Yah ! it will break the bank ; yes, by Jupiter !' xyxy=(16,1464,226,1490)
jokes-body xyxy=(438,48,644,214)
for-sale-apply: Apply to xyxy=(438,778,464,787)
coal-row: In kits 25s. xyxy=(868,782,1104,791)
now-ready-text: 250,000 Thorn Quicks, 1, and 2 years old. 2,500 Fruit Trees, 1, 2, and 3 years old. 2,000 Pinus Insignis, and other Shelter Trees and Shrubs. 3,000 Trees Lippiatt's collection—took all the 1st Prizes at late shows. 1873. Catalogues of Seeds and Plants now ready. xyxy=(438,1008,644,1043)
story-paragraph: 'Here is his portmanteau, Miss Winny. I brought it here, not knowing what to do with it.' xyxy=(16,1326,226,1344)
story-paragraph: 'Yes, doctor ; we manage to get on pretty well. Mustn't grumble, my friend.' xyxy=(16,674,226,691)
bricks-signature: A. RALPH, Rahupokeka. xyxy=(564,977,640,987)
story-paragraph: 'It's the Hen Doctor,' said John, popping his head into the banker's room. xyxy=(16,555,224,564)
story-paragraph: A name was painted on the portmanteau in large black letters : Gerard Robertson. xyxy=(16,1383,226,1400)
column-serial-story xyxy=(16,48,226,1668)
freight-row: „ Ngaruawahia 20 0 xyxy=(868,407,1104,416)
fruit-trees-item: ORNAMENTAL TREES. xyxy=(718,145,794,154)
story-tail: 'Who are you, and what are you doing here ?' said Owen, sitting upright, and looking at the man who was groaning. xyxy=(16,1563,226,1580)
joke-paragraph: 'My brudders,' said a waggish colored man to a crowd, 'in all affliction, in all ob your trouble, dar's one place you can always find sympathy.' 'Whar ? whar ?' shouted several. 'In the dictionary,' he replied, rolling his eyes skywards. xyxy=(438,48,644,82)
joke-paragraph: Mrs Malaprop has taken a fancy for 'congested' milk. xyxy=(438,149,591,158)
alexandra-highway-date: Alexandra, June 19, 1873. xyxy=(438,624,514,633)
through-row: „ Alexandra or Cambridge 65s per ton xyxy=(868,621,1104,630)
story-paragraph: 'Good gracious !' exclaimed the doctor in a fury ; 'what is proof ? What proof will you have, eh ? Come, will you pay or no—yes or no in a minute—come !' xyxy=(16,849,226,875)
story-paragraph: 'Then I will, out of my own money. What was his name, do you know, John ?' xyxy=(16,1306,226,1324)
land-lot: „ Maketu, lot 194 xyxy=(650,465,700,474)
land-lot: „ Ngaroto, 5 allotments xyxy=(650,595,716,604)
up-river-rows xyxy=(868,251,1104,294)
land-lot: „ Pukekohe, sec. 3, 9 allotments xyxy=(650,514,740,523)
land-lot: „ Newcastle, lots 236, 277, 278 xyxy=(650,668,738,677)
ticket-ball-price: Ticket, 7s 6d, admitting Lady and Gentleman. xyxy=(474,544,608,553)
land-lot: „ Taupiri, lots 168, 393, and 408 xyxy=(650,652,741,661)
miscellany-body xyxy=(232,48,432,1595)
wednesday-role: Auctioneer. xyxy=(739,286,773,295)
freight-note: Bricks, 30s per 1,000 ; to be loaded by shipper and discharged by consignee. xyxy=(868,502,1089,511)
article-paragraph: 'My name is Gerard Robertson.' xyxy=(232,284,324,293)
notice-heading: Notice. xyxy=(525,820,557,831)
public-notification-heading: PUBLIC NOTIFICATION. xyxy=(692,353,820,365)
auditor-credit: A Capital Listener.—The Auditor-General. xyxy=(521,217,644,226)
land-lot: „ Karaka, lot 136 and 138 xyxy=(650,627,723,636)
heads-row: Heads to Mercer—Friday, as tide suits. xyxy=(868,376,981,385)
for-sale-heading: F O R S A L E xyxy=(485,724,597,740)
land-lot: „ Pukekohe, 22 allotments xyxy=(650,554,724,563)
story-paragraph: 'Down on the nail, if you like.' xyxy=(16,790,104,799)
story-paragraph: When day's oppression is not eased by night ; But day by night, and night by day oppressed. xyxy=(16,76,226,93)
flour-mill-signature: R. R. HUNT, xyxy=(966,1038,1006,1047)
land-lot: „ Mangapiko, lots 341, 342, and 344 xyxy=(650,603,753,612)
land-lot: Settlement of Pokeno, sec. 1, lot 145 xyxy=(650,482,753,491)
down-river-row: Hamilton to Mercer—Tuesday, about 10 a.m. xyxy=(868,319,999,328)
story-body xyxy=(16,76,226,1538)
land-lot: „ Mauku, lot 100 xyxy=(650,530,698,539)
land-lot: „ Tuhikaramea, 27 allotments xyxy=(650,579,733,588)
wanted-heading: Wanted. xyxy=(523,320,559,331)
sorghum-date: Auckland, June 19, 1873. xyxy=(650,859,724,868)
wednesday-text: T the request of a number of Settlers, I will hold a Sale of Cattle, Horses, &c., on the above date. Parties having stock to dispose of will please communicate with the undersigned. xyxy=(667,247,862,272)
transport-row: Auckland to Hamilton or Whata Whata 65s per ton xyxy=(650,1201,862,1210)
article-paragraph: The Sultan and Three Teachings.—Dr Cumming, the prophet, of Crown court, says the Catholic Opinion, has been lecturing at Leamington on a congenial theme which he lectured and brought into the title 'The Sultan, the Pope, and Three Teachings.' He asserted that he possessed evidence 'that Roman Catholic associations, such as those over which Archbishop Manning and Bishop Ullathorne presided,' were designed to reduce sovereignty and ministers to aid in the restoration of the secular power of the Pope. To his intelligent audience—and we trust it was a very full one for the benefit of the speculation—the doctor says 'I'm screened a marvellously clever man, inasmuch as he had discovered that the Roman Catholic associations had one thing in view ; they knew the tremendous fact, that even the Pope, they could have made war on England, to which they could have no such policy and with as an excuse for the ends of modern science to whom we belong, the associations of the Catholic Church, and can only deal with his statements as they are. But Dr Cumming accidentally expressed an opinion that 'the Roman government was at the bottom of many of the agitations and attacks throughout the country.' Mr Whalley has so few ideas that he, at great pains, sets the Catholic world down 'To acknowledgment. Catholic associations, according to the same reasoning authority, failing to restore the temporal power, through the intercession of States, are 'dragooned' by an alliance themselves with revolutionary societies, to compel the restoration they could not command !' Our difficulty is to discover when Dr Cumming is facetious and when dealing with plain facts. According to his own showing, the stubborn world and its divergent politics have marched their allotted times ; and, perhaps, the present intention is to 'consult' with laughter the people he would not deceive—with a prophecy. Time, his grand foe, always falsifies his predictions ; and we can only deal with his statements when he condescends to deal with fact. xyxy=(232,1095,432,1356)
up-river-row: Mercer to Ngaruawahia—Monday and Saturday, about 6 a.m. xyxy=(868,250,1046,259)
flour-row: Superfine sure-dressed flour, Brand, 'SFN.' xyxy=(868,923,989,932)
